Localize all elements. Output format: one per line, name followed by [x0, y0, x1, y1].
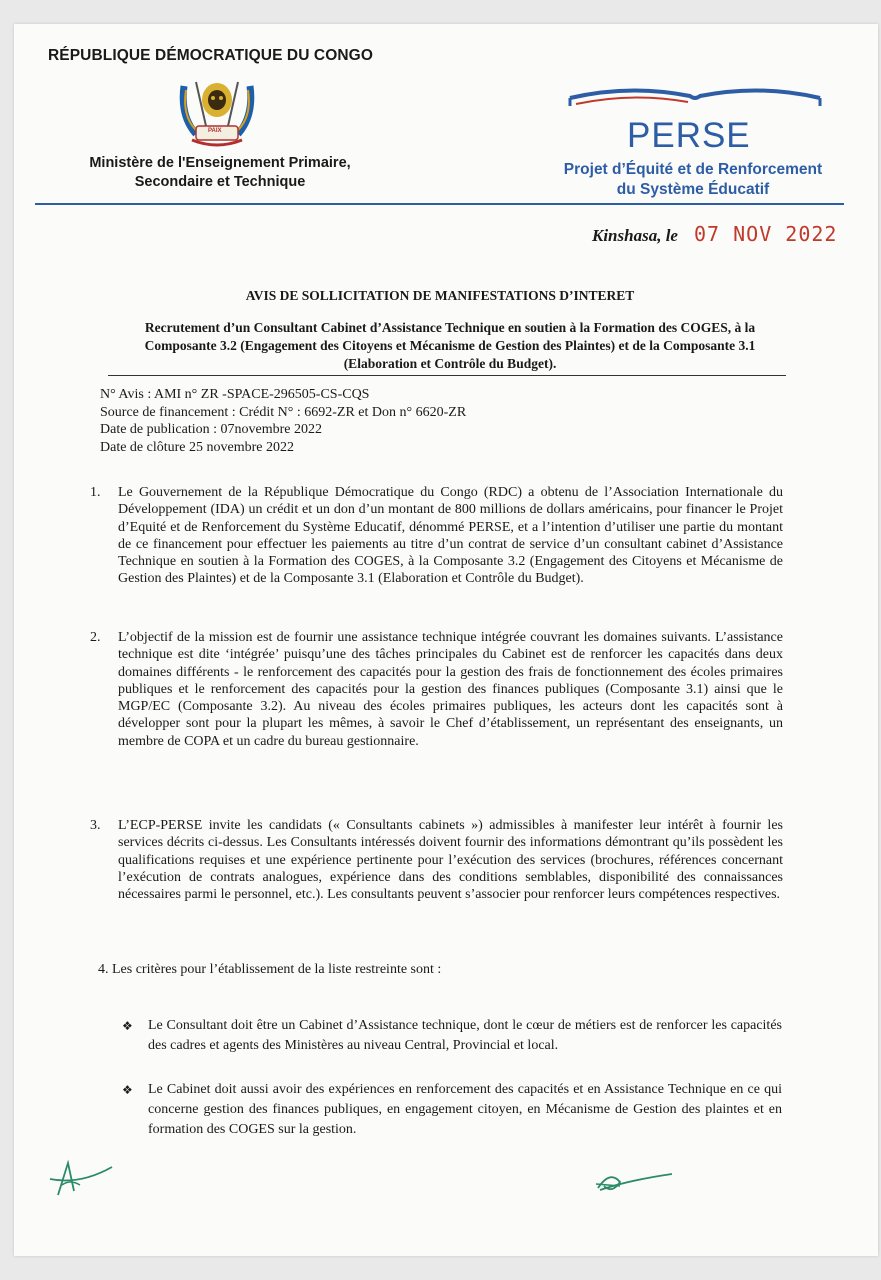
paragraph-number: 1. — [90, 485, 101, 500]
coat-motto: PAIX — [208, 128, 222, 134]
paragraph-1 — [90, 484, 783, 588]
funding-source: Source de financement : Crédit N° : 6692-ZR et Don n° 6620-ZR — [100, 404, 467, 420]
notice-meta — [100, 386, 466, 456]
country-title: RÉPUBLIQUE DÉMOCRATIQUE DU CONGO — [48, 47, 373, 64]
header-divider — [35, 203, 844, 205]
ministry-line-1: Ministère de l'Enseignement Primaire, — [89, 155, 351, 171]
perse-sub-line-2: du Système Éducatif — [616, 181, 770, 198]
criteria-intro: 4. Les critères pour l’établissement de la liste restreinte sont : — [98, 962, 442, 977]
notice-heading: AVIS DE SOLLICITATION DE MANIFESTATIONS D’INTERET — [245, 288, 635, 303]
notice-number: N° Avis : AMI n° ZR -SPACE-296505-CS-CQS — [100, 387, 370, 402]
ministry-line-2: Secondaire et Technique — [134, 174, 306, 190]
diamond-bullet-icon: ❖ — [122, 1019, 133, 1033]
subject-line-3: (Elaboration et Contrôle du Budget). — [343, 356, 557, 371]
publication-date: Date de publication : 07novembre 2022 — [100, 422, 322, 437]
coat-of-arms-icon — [176, 76, 258, 150]
diamond-bullet-icon: ❖ — [122, 1083, 133, 1097]
place-label: Kinshasa, le — [592, 226, 678, 245]
criteria-item — [122, 1080, 782, 1140]
paragraph-3 — [90, 817, 783, 903]
title-divider — [108, 375, 786, 376]
subject-line-2: Composante 3.2 (Engagement des Citoyens et Mécanisme de Gestion des Plaintes) et de la Composante 3.1 — [144, 338, 756, 353]
criteria-item — [122, 1016, 782, 1056]
paragraph-text: L’ECP-PERSE invite les candidats (« Consultants cabinets ») admissibles à manifester leur intérêt à fournir les services décrits ci-dessus. Les Consultants intéressés doivent fournir des informations démontrant qu’ils possèdent les qualifications requises et une expérience pertinente pour l’exécution des services (brochures, références concernant l’exécution de contrats analogues, expérience dans des conditions semblables, disponibilité des connaissances nécessaires parmi le personnel, etc.). Les consultants peuvent s’associer pour renforcer leurs compétences respectives. — [118, 818, 783, 903]
subject-line-1: Recrutement d’un Consultant Cabinet d’Assistance Technique en soutien à la Formation des COGES, à la — [144, 320, 756, 335]
paragraph-text: Le Gouvernement de la République Démocratique du Congo (RDC) a obtenu de l’Association Internationale du Développement (IDA) un crédit et un don d’un montant de 800 millions de dollars américains, pour financer le Projet d’Equité et de Renforcement du Système Educatif, dénommé PERSE, et a l’intention d’utiliser une partie du montant de ce financement pour effectuer les paiements au titre d’un contrat de service d’un consultant cabinet d’Assistance Technique en soutien à la Formation des COGES, à la Composante 3.2 (Engagement des Citoyens et Mécanisme de Gestion des Plaintes) et de la Composante 3.1 (Elaboration et Contrôle du Budget). — [118, 485, 783, 587]
paragraph-text: L’objectif de la mission est de fournir une assistance technique intégrée couvrant les domaines suivants. L’assistance technique est dite ‘intégrée’ puisqu’une des tâches principales du Cabinet est de renforcer les capacités dans deux domaines différents - le renforcement des capacités pour la gestion des frais de fonctionnement des écoles primaires publiques et le renforcement des capacités pour la gestion des finances publiques (Composante 3.1) ainsi que le MGP/EC (Composante 3.2). Au niveau des écoles primaires publiques, les acteurs dont les capacités sont à développer sont pour la plupart les mêmes, à savoir le Chef d’établissement, un représentant des enseignants, un membre de COPA et un cadre du bureau gestionnaire. — [118, 630, 783, 749]
date-stamp: 07 NOV 2022 — [694, 222, 838, 246]
handwritten-initial-right — [590, 1160, 680, 1200]
paragraph-number: 3. — [90, 818, 101, 833]
ministry-name — [60, 154, 380, 192]
closing-date: Date de clôture 25 novembre 2022 — [100, 439, 294, 455]
handwritten-initial-left — [40, 1155, 120, 1200]
criteria-item-text: Le Cabinet doit aussi avoir des expériences en renforcement des capacités et en Assistance Technique en ce qui concerne gestion des finances publiques, en engagement citoyen, en Mécanisme de Gestion des plaintes et en formation des COGES sur la gestion. — [148, 1082, 782, 1137]
paragraph-2 — [90, 629, 783, 750]
perse-full-name — [538, 160, 848, 200]
notice-subject — [90, 319, 810, 373]
perse-logo-word: PERSE — [627, 116, 751, 155]
perse-sub-line-1: Projet d’Équité et de Renforcement — [563, 161, 823, 178]
criteria-item-text: Le Consultant doit être un Cabinet d’Assistance technique, dont le cœur de métiers est de renforcer les capacités des cadres et agents des Ministères au niveau Central, Provincial et local. — [148, 1018, 782, 1053]
paragraph-number: 2. — [90, 630, 101, 645]
